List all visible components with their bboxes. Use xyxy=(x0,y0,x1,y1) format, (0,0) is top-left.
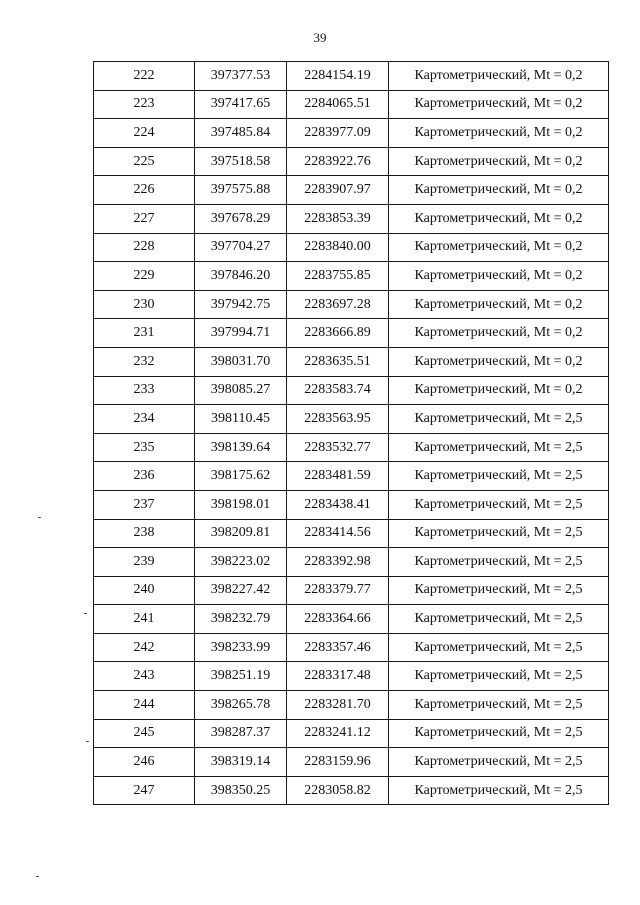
table-row xyxy=(94,204,609,233)
table-row xyxy=(94,633,609,662)
x-coordinate-cell: 398110.45 xyxy=(195,405,287,434)
point-number-cell: 226 xyxy=(94,176,195,205)
page-number: 39 xyxy=(313,30,327,45)
y-coordinate-cell: 2283840.00 xyxy=(287,233,389,262)
table-row xyxy=(94,319,609,348)
y-coordinate-cell: 2283583.74 xyxy=(287,376,389,405)
x-coordinate-cell: 398287.37 xyxy=(195,719,287,748)
x-coordinate-cell: 397417.65 xyxy=(195,90,287,119)
x-coordinate-cell: 397994.71 xyxy=(195,319,287,348)
y-coordinate-cell: 2283317.48 xyxy=(287,662,389,691)
method-cell: Картометрический, Mt = 0,2 xyxy=(389,176,609,205)
point-number-cell: 242 xyxy=(94,633,195,662)
x-coordinate-cell: 397575.88 xyxy=(195,176,287,205)
table-row xyxy=(94,405,609,434)
coordinates-table xyxy=(93,61,609,805)
y-coordinate-cell: 2283853.39 xyxy=(287,204,389,233)
table-row xyxy=(94,605,609,634)
x-coordinate-cell: 398223.02 xyxy=(195,548,287,577)
method-cell: Картометрический, Mt = 2,5 xyxy=(389,462,609,491)
y-coordinate-cell: 2283922.76 xyxy=(287,147,389,176)
method-cell: Картометрический, Mt = 2,5 xyxy=(389,776,609,805)
point-number-cell: 229 xyxy=(94,262,195,291)
point-number-cell: 237 xyxy=(94,490,195,519)
y-coordinate-cell: 2283666.89 xyxy=(287,319,389,348)
y-coordinate-cell: 2283532.77 xyxy=(287,433,389,462)
point-number-cell: 240 xyxy=(94,576,195,605)
y-coordinate-cell: 2284065.51 xyxy=(287,90,389,119)
point-number-cell: 241 xyxy=(94,605,195,634)
point-number-cell: 247 xyxy=(94,776,195,805)
y-coordinate-cell: 2283414.56 xyxy=(287,519,389,548)
x-coordinate-cell: 398227.42 xyxy=(195,576,287,605)
method-cell: Картометрический, Mt = 2,5 xyxy=(389,405,609,434)
x-coordinate-cell: 398175.62 xyxy=(195,462,287,491)
y-coordinate-cell: 2283392.98 xyxy=(287,548,389,577)
method-cell: Картометрический, Mt = 0,2 xyxy=(389,262,609,291)
coordinates-table-body xyxy=(94,62,609,805)
point-number-cell: 245 xyxy=(94,719,195,748)
point-number-cell: 233 xyxy=(94,376,195,405)
table-row xyxy=(94,576,609,605)
x-coordinate-cell: 397678.29 xyxy=(195,204,287,233)
point-number-cell: 246 xyxy=(94,748,195,777)
method-cell: Картометрический, Mt = 2,5 xyxy=(389,576,609,605)
table-row xyxy=(94,62,609,91)
x-coordinate-cell: 397846.20 xyxy=(195,262,287,291)
table-row xyxy=(94,233,609,262)
table-row xyxy=(94,347,609,376)
method-cell: Картометрический, Mt = 2,5 xyxy=(389,548,609,577)
x-coordinate-cell: 397704.27 xyxy=(195,233,287,262)
y-coordinate-cell: 2283481.59 xyxy=(287,462,389,491)
x-coordinate-cell: 397942.75 xyxy=(195,290,287,319)
table-row xyxy=(94,662,609,691)
scan-speck xyxy=(36,876,39,877)
y-coordinate-cell: 2283438.41 xyxy=(287,490,389,519)
y-coordinate-cell: 2283364.66 xyxy=(287,605,389,634)
table-row xyxy=(94,691,609,720)
method-cell: Картометрический, Mt = 2,5 xyxy=(389,519,609,548)
point-number-cell: 244 xyxy=(94,691,195,720)
point-number-cell: 224 xyxy=(94,119,195,148)
x-coordinate-cell: 398319.14 xyxy=(195,748,287,777)
point-number-cell: 232 xyxy=(94,347,195,376)
x-coordinate-cell: 398233.99 xyxy=(195,633,287,662)
x-coordinate-cell: 398350.25 xyxy=(195,776,287,805)
method-cell: Картометрический, Mt = 2,5 xyxy=(389,719,609,748)
table-row xyxy=(94,776,609,805)
method-cell: Картометрический, Mt = 0,2 xyxy=(389,62,609,91)
table-row xyxy=(94,376,609,405)
x-coordinate-cell: 398265.78 xyxy=(195,691,287,720)
y-coordinate-cell: 2283241.12 xyxy=(287,719,389,748)
y-coordinate-cell: 2283635.51 xyxy=(287,347,389,376)
table-row xyxy=(94,719,609,748)
y-coordinate-cell: 2283357.46 xyxy=(287,633,389,662)
y-coordinate-cell: 2284154.19 xyxy=(287,62,389,91)
x-coordinate-cell: 398232.79 xyxy=(195,605,287,634)
point-number-cell: 230 xyxy=(94,290,195,319)
method-cell: Картометрический, Mt = 2,5 xyxy=(389,433,609,462)
table-row xyxy=(94,519,609,548)
scan-speck xyxy=(84,613,87,614)
y-coordinate-cell: 2283697.28 xyxy=(287,290,389,319)
method-cell: Картометрический, Mt = 2,5 xyxy=(389,748,609,777)
table-row xyxy=(94,119,609,148)
method-cell: Картометрический, Mt = 2,5 xyxy=(389,633,609,662)
scan-speck xyxy=(38,517,41,518)
point-number-cell: 222 xyxy=(94,62,195,91)
x-coordinate-cell: 397518.58 xyxy=(195,147,287,176)
y-coordinate-cell: 2283379.77 xyxy=(287,576,389,605)
x-coordinate-cell: 398085.27 xyxy=(195,376,287,405)
table-row xyxy=(94,290,609,319)
table-row xyxy=(94,90,609,119)
point-number-cell: 236 xyxy=(94,462,195,491)
table-row xyxy=(94,548,609,577)
point-number-cell: 231 xyxy=(94,319,195,348)
y-coordinate-cell: 2283755.85 xyxy=(287,262,389,291)
table-row xyxy=(94,462,609,491)
y-coordinate-cell: 2283159.96 xyxy=(287,748,389,777)
method-cell: Картометрический, Mt = 0,2 xyxy=(389,319,609,348)
y-coordinate-cell: 2283058.82 xyxy=(287,776,389,805)
x-coordinate-cell: 397485.84 xyxy=(195,119,287,148)
y-coordinate-cell: 2283563.95 xyxy=(287,405,389,434)
method-cell: Картометрический, Mt = 0,2 xyxy=(389,376,609,405)
y-coordinate-cell: 2283907.97 xyxy=(287,176,389,205)
method-cell: Картометрический, Mt = 0,2 xyxy=(389,147,609,176)
scan-speck xyxy=(86,741,89,742)
table-row xyxy=(94,433,609,462)
point-number-cell: 239 xyxy=(94,548,195,577)
table-row xyxy=(94,748,609,777)
method-cell: Картометрический, Mt = 2,5 xyxy=(389,490,609,519)
method-cell: Картометрический, Mt = 0,2 xyxy=(389,347,609,376)
table-row xyxy=(94,262,609,291)
y-coordinate-cell: 2283977.09 xyxy=(287,119,389,148)
x-coordinate-cell: 398251.19 xyxy=(195,662,287,691)
y-coordinate-cell: 2283281.70 xyxy=(287,691,389,720)
x-coordinate-cell: 398139.64 xyxy=(195,433,287,462)
point-number-cell: 228 xyxy=(94,233,195,262)
table-row xyxy=(94,176,609,205)
x-coordinate-cell: 397377.53 xyxy=(195,62,287,91)
method-cell: Картометрический, Mt = 2,5 xyxy=(389,605,609,634)
point-number-cell: 234 xyxy=(94,405,195,434)
method-cell: Картометрический, Mt = 0,2 xyxy=(389,90,609,119)
method-cell: Картометрический, Mt = 0,2 xyxy=(389,204,609,233)
point-number-cell: 223 xyxy=(94,90,195,119)
point-number-cell: 235 xyxy=(94,433,195,462)
table-row xyxy=(94,490,609,519)
point-number-cell: 227 xyxy=(94,204,195,233)
point-number-cell: 225 xyxy=(94,147,195,176)
x-coordinate-cell: 398198.01 xyxy=(195,490,287,519)
method-cell: Картометрический, Mt = 2,5 xyxy=(389,691,609,720)
table-row xyxy=(94,147,609,176)
point-number-cell: 238 xyxy=(94,519,195,548)
point-number-cell: 243 xyxy=(94,662,195,691)
method-cell: Картометрический, Mt = 0,2 xyxy=(389,233,609,262)
method-cell: Картометрический, Mt = 2,5 xyxy=(389,662,609,691)
x-coordinate-cell: 398031.70 xyxy=(195,347,287,376)
x-coordinate-cell: 398209.81 xyxy=(195,519,287,548)
method-cell: Картометрический, Mt = 0,2 xyxy=(389,290,609,319)
method-cell: Картометрический, Mt = 0,2 xyxy=(389,119,609,148)
